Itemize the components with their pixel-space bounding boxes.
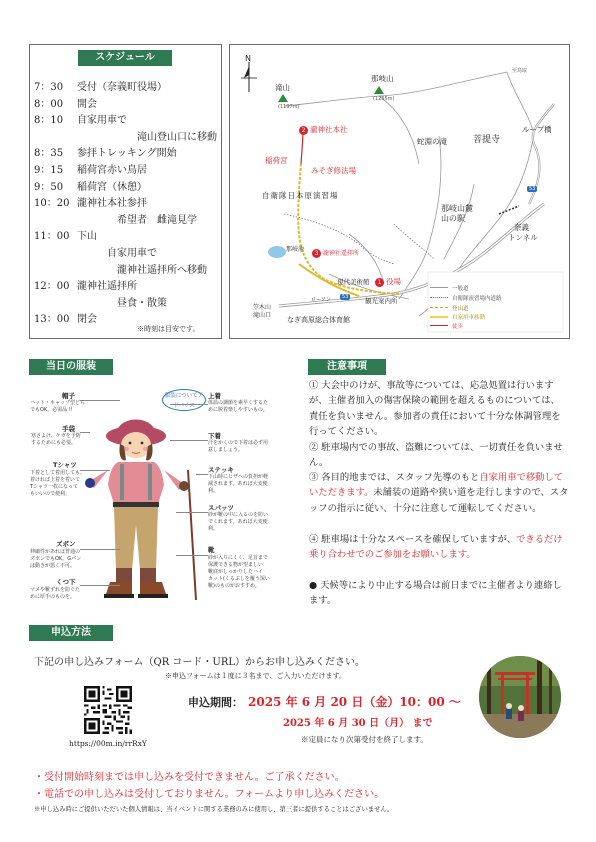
schedule-text: 閉会: [77, 314, 97, 326]
route-53-badge-b: 53: [529, 186, 536, 192]
caution-mark-5: ●: [309, 580, 318, 591]
schedule-time: 12：00: [34, 281, 70, 293]
legend-line-walk: [430, 325, 448, 326]
caution-text-3a: 各目的地までは、スタッフ先導のもと: [321, 472, 480, 483]
map-label-nagisan: 那岐山: [371, 74, 394, 83]
period-label: 申込期間：: [188, 696, 243, 709]
map-label-jieitai: 自衛隊日本原演習場: [262, 191, 339, 200]
spats-line-1: 砂が靴の中に入るのを防い: [208, 512, 269, 518]
map-label-honsha: [299, 124, 348, 135]
privacy-note: ※申し込み時にご提供いただいた個人情報は、当イベントに関する業務のみに使用し、第三者に提供することはございません。: [34, 806, 394, 813]
underwear-line-1: 汗をかくので下着は必ず用: [208, 440, 269, 446]
map-label-takiyama: 滝山: [275, 83, 290, 92]
callout-line-jacket: [170, 404, 208, 405]
caution-item-4: [309, 532, 569, 563]
shrine-photo-image: [479, 656, 561, 738]
map-label-tunnel: 奈義: [514, 223, 529, 232]
caution-text-3-red: 自家用車で移動していただきます。: [309, 472, 564, 499]
legend-line-general: [430, 287, 448, 288]
map-label-misogi: みそぎ修法場: [311, 166, 356, 175]
apply-url[interactable]: https://00m.in/rrRxY: [69, 739, 147, 748]
legend-trail: 登山道: [452, 306, 469, 312]
schedule-text: 瀧神社遥拝所: [77, 281, 137, 293]
pin-2-icon: 2: [299, 126, 308, 135]
hat-line-1: ハット・キャップ型どら: [30, 400, 86, 406]
jacket-title: 上着: [208, 392, 221, 400]
shoes-line-5: 靴)のものがおすすめ。: [208, 583, 260, 589]
schedule-time: 8：35: [34, 148, 64, 160]
apply-intro: 下記の申し込みフォーム（QR コード・URL）からお申し込みください。: [34, 657, 366, 668]
tshirt-line-4: もいいので便利。: [30, 491, 71, 497]
schedule-text: 自家用車で: [77, 115, 127, 127]
schedule-time: 9：50: [34, 181, 64, 193]
legend-car: 自家用車移動: [452, 315, 486, 321]
spats-line-3: 利。: [208, 526, 219, 532]
stick-title: ステッキ: [208, 466, 234, 474]
shoes-line-4: カット(くるぶしを覆う深い: [208, 576, 270, 582]
end-note: ※定員になり次第受付を終了します。: [301, 735, 428, 744]
schedule-text: 瀧神社本社参拝: [77, 198, 147, 210]
caution-text-1: 大会中のけが、事故等については、応急処置は行いますが、主催者加入の傷害保険の範囲を超えるものについては、責任を負いません。参加者の責任において十分な体調管理を行ってください。: [309, 380, 561, 437]
caution-item-1: [309, 378, 569, 439]
schedule-text: 受付（奈義町役場）: [77, 82, 167, 93]
stick-line-2: 減されます。あれば大変便: [208, 481, 268, 487]
stick-line-3: 利。: [208, 488, 219, 494]
map-label-youhaisho-text: 瀧神社遥拝所: [323, 250, 360, 257]
underwear-line-2: 意しましょう。: [208, 447, 244, 453]
schedule-text: 滝山登山口に移動: [137, 131, 217, 143]
apply-header: 申込方法: [29, 625, 113, 641]
socks-title: くつ下: [56, 578, 76, 586]
spats-title: スパッツ: [208, 504, 234, 512]
pants-line-1: 伸縮性があれば普通の: [30, 549, 81, 555]
tshirt-title: Tシャツ: [53, 461, 77, 469]
warning-2: ・電話での申し込みは受付しておりません。フォームより申し込みください。: [34, 789, 385, 800]
jacket-line-2: めに脱着楽しやすいもの。: [208, 407, 268, 413]
shoes-line-1: 砂が入りにくく、足首まで: [208, 555, 268, 561]
callout-line-pants: [80, 549, 120, 550]
schedule-text: 昼食・散策: [117, 297, 167, 309]
schedule-time: 11：00: [34, 231, 70, 243]
shoes-title: 靴: [208, 546, 215, 554]
socks-line-1: マメや靴ずれを防ぐた: [30, 587, 81, 593]
map-label-nagi-station: 那岐山麓: [441, 204, 473, 213]
map-label-museum: 現代美術館: [337, 278, 370, 286]
hat-title: 帽子: [62, 392, 75, 400]
map-label-inarimiya: 稲荷宮: [265, 156, 288, 165]
caution-mark-2: ②: [309, 442, 319, 453]
schedule-text: 下山: [77, 231, 97, 243]
schedule-note: ※時刻は目安です。: [137, 325, 200, 333]
schedule-time: 7：30: [34, 82, 64, 93]
map-label-nagi-station2: 山の駅: [441, 214, 465, 223]
map-label-sakura: 笠木山: [253, 304, 272, 311]
caution-item-2: [309, 440, 569, 471]
shoes-line-3: 靴底がしっかりしたハイ: [208, 569, 264, 575]
qr-code-icon: [84, 686, 132, 734]
hat-line-2: でもOK。必需品 !!: [30, 407, 73, 413]
map-label-bodaiji: 菩提寺: [473, 135, 501, 145]
schedule-header: スケジュール: [78, 50, 172, 66]
route-53-badge-a: 53: [342, 294, 349, 300]
qr-code[interactable]: [84, 686, 132, 734]
callout-line-stick: [196, 474, 208, 475]
map-label-tunnel2: トンネル: [508, 233, 538, 242]
map-label-kanko: 観光案内所: [365, 297, 398, 305]
caution-mark-1: ①: [309, 380, 319, 391]
schedule-time: 8：10: [34, 115, 64, 127]
schedule-text: 稲荷宮赤い鳥居: [77, 165, 147, 176]
map-label-yakuba: [375, 276, 401, 287]
pin-1-icon: 1: [375, 278, 384, 287]
caution-text-5: 天候等により中止する場合は前日までに主催者より連絡します。: [309, 580, 562, 607]
legend-walk: 徒歩: [452, 324, 464, 330]
schedule-text: 希望者 雌滝見学: [117, 214, 197, 226]
caution-text-2: 駐車場内での事故、盗難については、一切責任を負いません。: [309, 442, 563, 469]
caution-text-4-red: できるだけ乗り合わせでのご参加をお願いします。: [309, 534, 563, 561]
tshirt-line-3: Tシャツ一枚になって: [30, 484, 78, 490]
callout-line-shoes: [176, 555, 208, 556]
tshirt-line-2: 着ければ上着を着いて: [30, 477, 81, 483]
caution-item-5: [309, 578, 569, 609]
schedule-time: 8：00: [34, 98, 64, 110]
period-start: 2025 年 6 月 20 日（金）10：00 ～: [248, 695, 461, 709]
legend-general: 一般道: [452, 286, 469, 292]
map-label-gym: なぎ高原総合体育館: [287, 316, 350, 324]
period-end: 2025 年 6 月 30 日（月） まで: [283, 718, 433, 729]
gloves-line-1: 寒さよけ、ケガを予防: [31, 433, 81, 439]
pants-title: ズボン: [56, 540, 76, 548]
map-label-nagisan-height: (1255m): [373, 96, 395, 102]
schedule-text: 参拝トレッキング開始: [77, 148, 177, 160]
caution-text-4a: 駐車場は十分なスペースを確保していますが、: [321, 534, 517, 545]
hiker-illustration: [84, 400, 224, 615]
tshirt-line-1: 下着として着用しても。: [30, 470, 86, 476]
socks-line-2: めに厚手のものを。: [30, 594, 76, 600]
schedule-text: 自家用車で: [107, 248, 157, 259]
pants-line-3: は動きが悪く不可。: [30, 563, 76, 569]
map-label-sakura2: 滝山口: [253, 312, 272, 319]
caution-text-3b: 未舗装の道路や狭い道を走行しますので、スタッフの指示に従い、十分に注意して運転してください。: [309, 487, 569, 514]
caution-item-3: [309, 470, 569, 516]
gloves-line-2: するためにも必要。: [31, 440, 77, 446]
caution-mark-3: ③: [309, 472, 319, 483]
callout-line-underwear: [170, 440, 208, 441]
caution-header: 注意事項: [308, 359, 386, 375]
schedule-text: 稲荷宮（休憩）: [77, 181, 147, 193]
pin-3-icon: 3: [312, 249, 321, 258]
legend-line-trail: [430, 307, 448, 308]
jacket-line-1: 体温の調節を素早くするた: [208, 400, 269, 406]
stick-line-1: 下山時にヒザへの負担が軽: [208, 474, 269, 480]
shoes-line-2: 保護できる物が望ましい: [208, 562, 264, 568]
map-label-youhaisho: [312, 248, 359, 258]
north-label: N: [245, 54, 251, 63]
map-label-lawson: ローソン: [311, 297, 331, 303]
callout-line-socks: [80, 585, 120, 586]
gloves-title: 手袋: [62, 425, 75, 433]
callout-line-spats: [176, 512, 208, 513]
caution-mark-4: ④: [309, 534, 319, 545]
map-label-honsha-text: 瀧神社本社: [310, 125, 348, 134]
map-label-nagiike: 那岐池: [286, 246, 305, 253]
underwear-title: 下着: [208, 432, 221, 440]
spats-line-2: でくれます。あれば大変便: [208, 519, 268, 525]
map-label-takiyama-height: (1197m): [278, 104, 300, 110]
shrine-photo: [479, 656, 561, 738]
legend-line-car: [430, 316, 448, 318]
advice-text: 服装についてアドバイス: [164, 393, 204, 409]
schedule-time: 13：00: [34, 314, 70, 326]
warning-1: ・受付開始時刻までは申し込みを受付できません。ご了承ください。: [34, 772, 345, 783]
legend-line-exercise: [430, 297, 448, 298]
callout-line-hat: [80, 400, 120, 401]
schedule-time: 10：20: [34, 198, 70, 210]
legend-exercise: 自衛隊演習場内道路: [452, 296, 502, 302]
schedule-text: 瀧神社遥拝所へ移動: [117, 264, 207, 276]
map-label-loop: ループ橋: [522, 125, 552, 134]
map-label-yakuba-text: 役場: [386, 277, 401, 286]
pants-line-2: ズボンでもOK。Gパン: [30, 556, 82, 562]
clothing-header: 当日の服装: [29, 359, 113, 375]
schedule-text: 開会: [77, 98, 97, 110]
map-label-ridge: 至鳥取: [512, 68, 528, 74]
map-label-jataike: 蛇淵の滝: [417, 137, 447, 146]
form-note: ※申込フォームは１度に３名まで、ご入力いただけます。: [165, 672, 346, 680]
schedule-time: 9：15: [34, 165, 64, 176]
callout-line-gloves: [80, 432, 90, 433]
